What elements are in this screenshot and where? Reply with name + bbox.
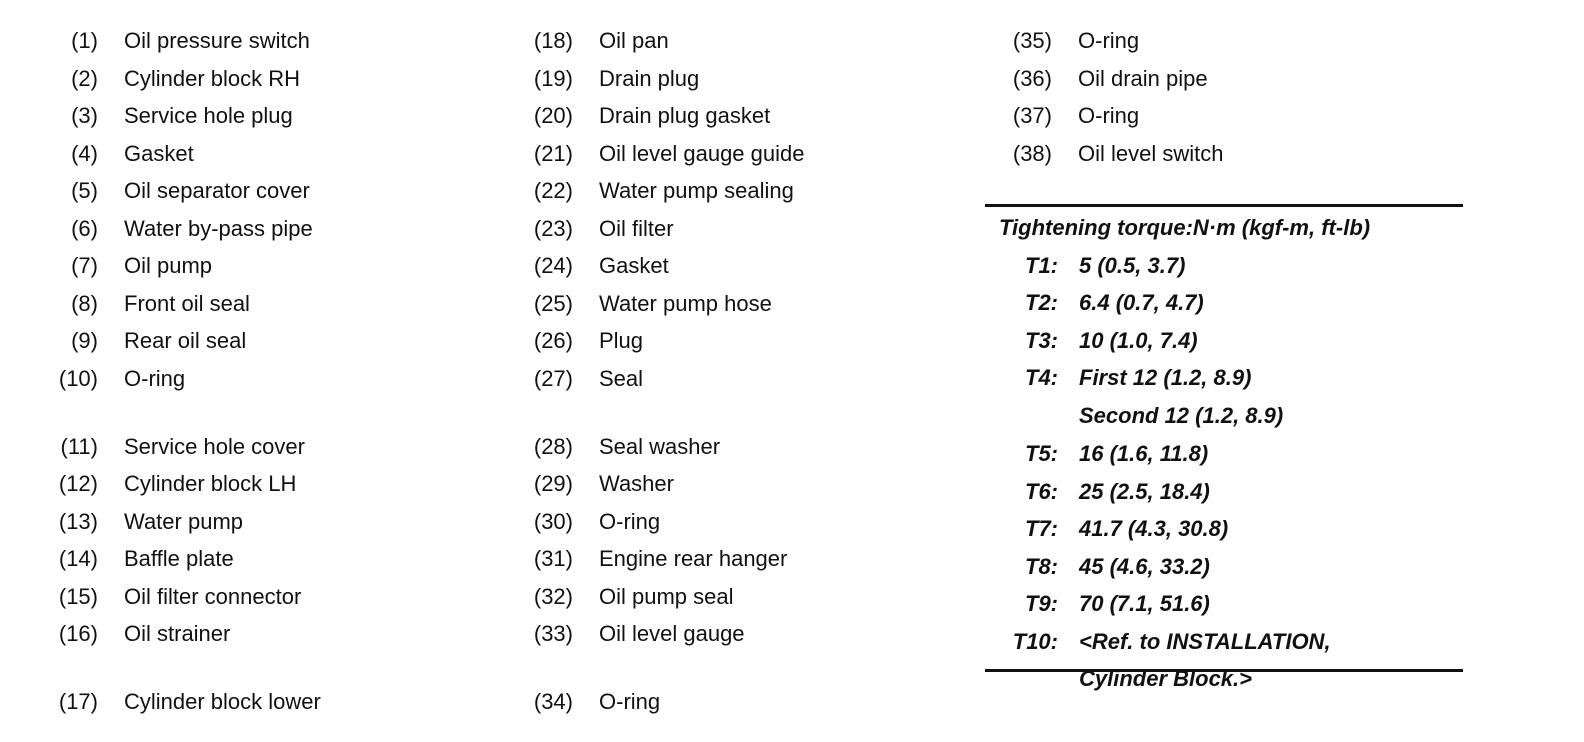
torque-label: T5: bbox=[1025, 441, 1058, 466]
parts-list-item bbox=[515, 578, 955, 616]
part-number: (2) bbox=[71, 65, 98, 91]
parts-list-item bbox=[40, 247, 480, 285]
part-number: (22) bbox=[533, 178, 573, 203]
part-name: Oil drain pipe bbox=[1078, 65, 1208, 91]
torque-value: First 12 (1.2, 8.9) bbox=[1079, 365, 1252, 390]
parts-list-item bbox=[40, 172, 480, 210]
torque-value: 10 (1.0, 7.4) bbox=[1079, 327, 1198, 353]
torque-row bbox=[985, 435, 1463, 473]
part-name: Oil pump bbox=[124, 253, 213, 278]
torque-row bbox=[985, 473, 1463, 511]
parts-list-item bbox=[515, 210, 955, 248]
part-number: (20) bbox=[533, 103, 573, 128]
part-name: Drain plug gasket bbox=[599, 103, 771, 128]
parts-list-item bbox=[515, 135, 955, 173]
parts-list-item bbox=[515, 322, 955, 360]
part-number: (19) bbox=[533, 65, 573, 91]
torque-row bbox=[985, 322, 1463, 360]
torque-value-group bbox=[1079, 359, 1283, 435]
torque-row bbox=[985, 623, 1463, 698]
torque-heading: Tightening torque:N·m (kgf-m, ft-lb) bbox=[999, 215, 1371, 240]
torque-table bbox=[985, 204, 1463, 691]
part-name: Oil strainer bbox=[124, 621, 231, 646]
part-name: Seal washer bbox=[599, 433, 721, 459]
torque-label: T7: bbox=[1025, 516, 1058, 541]
part-name: Oil filter connector bbox=[124, 583, 302, 609]
part-name: Rear oil seal bbox=[124, 328, 247, 353]
part-name: Service hole plug bbox=[124, 103, 293, 128]
part-number: (38) bbox=[1012, 140, 1052, 166]
part-number: (16) bbox=[58, 621, 98, 646]
torque-value: 5 (0.5, 3.7) bbox=[1079, 252, 1186, 278]
part-number: (28) bbox=[533, 433, 573, 459]
torque-label: T8: bbox=[1025, 553, 1058, 579]
torque-row bbox=[985, 247, 1463, 285]
part-number: (33) bbox=[533, 621, 573, 646]
torque-label: T1: bbox=[1025, 252, 1058, 278]
part-name: Plug bbox=[599, 328, 644, 353]
part-name: Water by-pass pipe bbox=[124, 215, 313, 241]
part-number: (6) bbox=[71, 215, 98, 241]
part-number: (23) bbox=[533, 215, 573, 241]
part-number: (10) bbox=[58, 365, 98, 391]
parts-list-item bbox=[40, 465, 480, 503]
part-number: (34) bbox=[533, 689, 573, 714]
part-name: Cylinder block RH bbox=[124, 65, 301, 91]
part-name: Cylinder block lower bbox=[124, 689, 321, 714]
part-name: Oil pan bbox=[599, 28, 669, 53]
part-name: Oil separator cover bbox=[124, 178, 310, 203]
torque-label: T2: bbox=[1025, 290, 1058, 315]
part-name: Engine rear hanger bbox=[599, 546, 788, 571]
torque-value-group bbox=[1079, 623, 1331, 698]
parts-list-item bbox=[515, 503, 955, 541]
part-number: (15) bbox=[58, 583, 98, 609]
parts-list-column-2 bbox=[515, 22, 955, 721]
part-number: (13) bbox=[58, 508, 98, 534]
parts-list-item bbox=[40, 135, 480, 173]
part-number: (30) bbox=[533, 508, 573, 534]
torque-label: T10: bbox=[1012, 628, 1058, 654]
parts-list-item bbox=[40, 360, 480, 428]
parts-list-item bbox=[515, 60, 955, 98]
parts-list-item bbox=[40, 503, 480, 541]
part-name: Drain plug bbox=[599, 65, 700, 91]
parts-list-item bbox=[515, 22, 955, 60]
part-number: (8) bbox=[71, 290, 98, 316]
part-name: Gasket bbox=[599, 253, 669, 278]
part-number: (21) bbox=[533, 140, 573, 166]
parts-list-item bbox=[515, 428, 955, 466]
part-name: Oil level switch bbox=[1078, 140, 1224, 166]
part-number: (9) bbox=[71, 328, 98, 353]
parts-list-item bbox=[515, 172, 955, 210]
part-number: (26) bbox=[533, 328, 573, 353]
part-number: (5) bbox=[71, 178, 98, 203]
part-number: (37) bbox=[1012, 103, 1052, 128]
torque-value: 45 (4.6, 33.2) bbox=[1079, 553, 1210, 579]
torque-value-line2: Cylinder Block.> bbox=[1079, 666, 1253, 691]
part-number: (14) bbox=[58, 546, 98, 571]
part-name: Gasket bbox=[124, 140, 194, 166]
torque-value: 25 (2.5, 18.4) bbox=[1079, 478, 1210, 504]
parts-list-column-3 bbox=[994, 22, 1434, 172]
part-number: (25) bbox=[533, 290, 573, 316]
part-name: O-ring bbox=[124, 365, 186, 391]
part-number: (4) bbox=[71, 140, 98, 166]
torque-row bbox=[985, 548, 1463, 586]
parts-list-item bbox=[40, 540, 480, 578]
part-name: Water pump hose bbox=[599, 290, 772, 316]
part-name: O-ring bbox=[1078, 103, 1140, 128]
torque-label: T6: bbox=[1025, 478, 1058, 504]
parts-list-item bbox=[40, 210, 480, 248]
parts-list-item bbox=[40, 683, 480, 721]
torque-value: 6.4 (0.7, 4.7) bbox=[1079, 290, 1204, 315]
part-name: Oil pressure switch bbox=[124, 28, 310, 53]
part-number: (31) bbox=[533, 546, 573, 571]
part-number: (1) bbox=[71, 28, 98, 53]
part-name: Oil pump seal bbox=[599, 583, 734, 609]
torque-row bbox=[985, 284, 1463, 322]
part-name: Oil level gauge bbox=[599, 621, 745, 646]
parts-list-item bbox=[515, 97, 955, 135]
parts-list-item bbox=[515, 615, 955, 683]
part-name: Washer bbox=[599, 471, 674, 496]
part-name: O-ring bbox=[1078, 28, 1140, 53]
torque-value: <Ref. to INSTALLATION, bbox=[1079, 628, 1331, 654]
part-number: (17) bbox=[58, 689, 98, 714]
parts-list-item bbox=[40, 60, 480, 98]
parts-list-item bbox=[994, 60, 1434, 98]
part-name: Front oil seal bbox=[124, 290, 250, 316]
part-name: Cylinder block LH bbox=[124, 471, 297, 496]
part-number: (7) bbox=[71, 253, 98, 278]
part-number: (32) bbox=[533, 583, 573, 609]
torque-row bbox=[985, 359, 1463, 435]
part-number: (29) bbox=[533, 471, 573, 496]
parts-list-item bbox=[40, 322, 480, 360]
torque-label: T4: bbox=[1025, 365, 1058, 390]
part-name: O-ring bbox=[599, 689, 661, 714]
parts-list-item bbox=[515, 247, 955, 285]
part-number: (12) bbox=[58, 471, 98, 496]
torque-value: 16 (1.6, 11.8) bbox=[1079, 441, 1209, 466]
parts-list-item bbox=[40, 22, 480, 60]
part-name: Oil level gauge guide bbox=[599, 140, 805, 166]
part-number: (11) bbox=[60, 433, 98, 459]
parts-list-item bbox=[515, 360, 955, 428]
parts-list-item bbox=[994, 22, 1434, 60]
part-number: (18) bbox=[533, 28, 573, 53]
parts-list-item bbox=[994, 135, 1434, 173]
part-number: (3) bbox=[71, 103, 98, 128]
part-number: (36) bbox=[1012, 65, 1052, 91]
parts-list-item bbox=[40, 97, 480, 135]
torque-label: T3: bbox=[1025, 327, 1058, 353]
parts-list-item bbox=[515, 465, 955, 503]
parts-list-item bbox=[515, 540, 955, 578]
parts-list-item bbox=[40, 285, 480, 323]
part-name: Water pump bbox=[124, 508, 244, 534]
parts-list-item bbox=[40, 615, 480, 683]
parts-list-item bbox=[994, 97, 1434, 135]
parts-list-item bbox=[40, 428, 480, 466]
part-name: O-ring bbox=[599, 508, 661, 534]
parts-list-item bbox=[40, 578, 480, 616]
part-name: Oil filter bbox=[599, 215, 674, 241]
torque-label: T9: bbox=[1025, 591, 1058, 616]
parts-list-item bbox=[515, 285, 955, 323]
parts-list-column-1 bbox=[40, 22, 480, 721]
parts-list-item bbox=[515, 683, 955, 721]
torque-row bbox=[985, 585, 1463, 623]
torque-value-line2: Second 12 (1.2, 8.9) bbox=[1079, 402, 1284, 428]
part-number: (35) bbox=[1012, 28, 1052, 53]
part-number: (27) bbox=[533, 365, 573, 391]
torque-value: 70 (7.1, 51.6) bbox=[1079, 591, 1210, 616]
torque-row bbox=[985, 510, 1463, 548]
part-name: Water pump sealing bbox=[599, 178, 794, 203]
part-name: Baffle plate bbox=[124, 546, 234, 571]
part-name: Seal bbox=[599, 365, 644, 391]
part-name: Service hole cover bbox=[124, 433, 305, 459]
part-number: (24) bbox=[533, 253, 573, 278]
torque-value: 41.7 (4.3, 30.8) bbox=[1079, 516, 1229, 541]
